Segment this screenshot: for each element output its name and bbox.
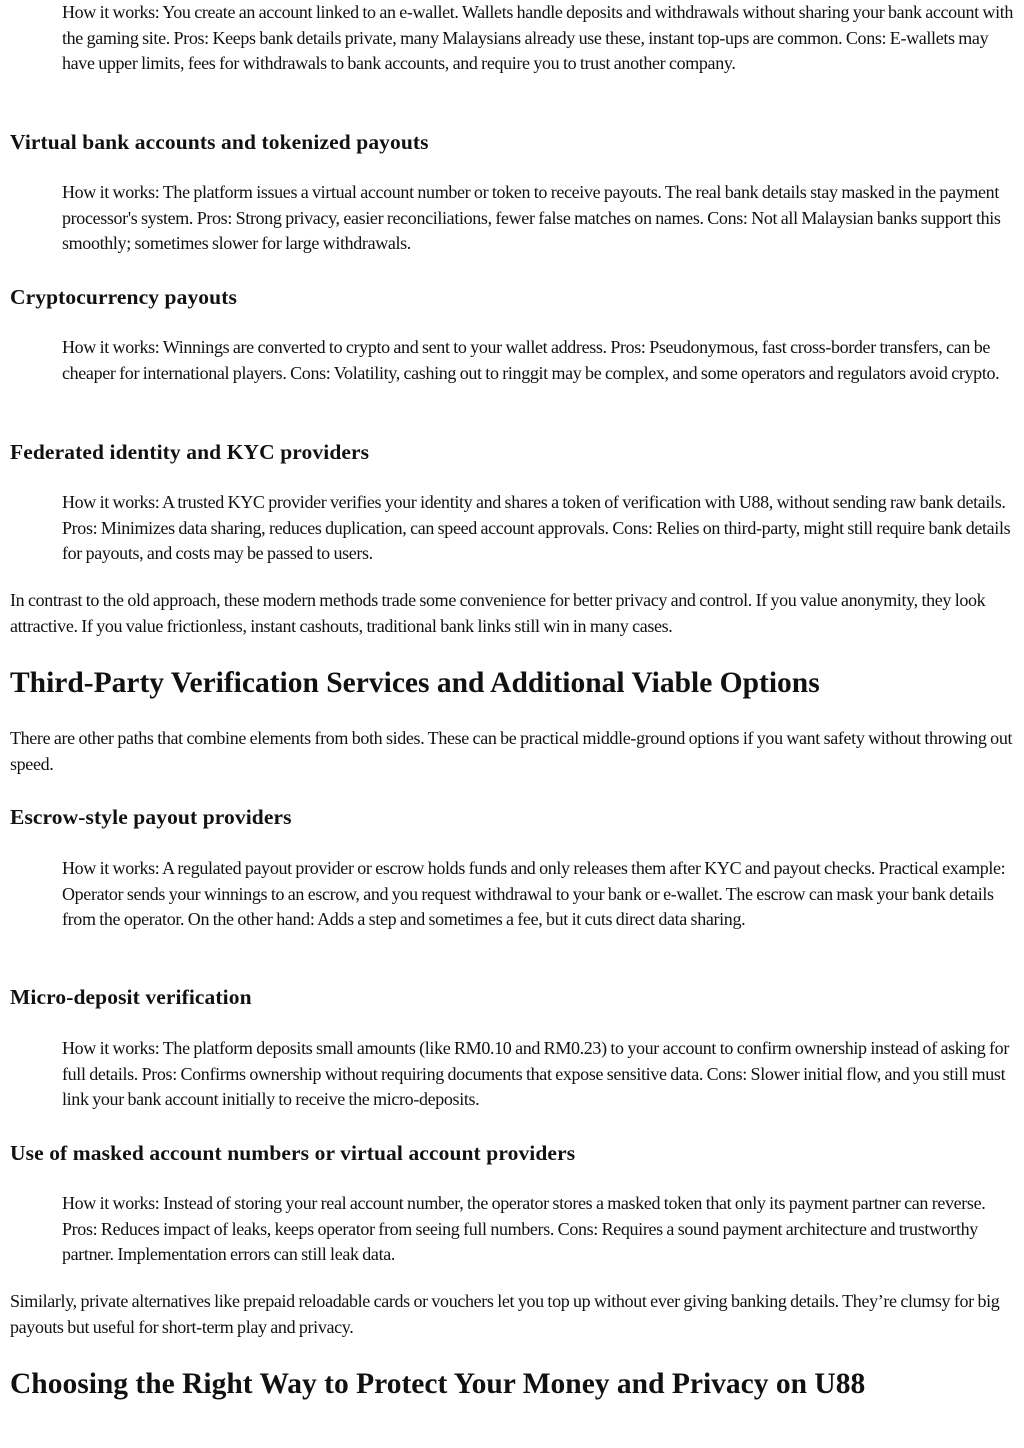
heading-federated-identity: Federated identity and KYC providers bbox=[10, 440, 370, 464]
heading-masked-accounts: Use of masked account numbers or virtual account providers bbox=[10, 1141, 576, 1165]
heading-micro-deposit: Micro-deposit verification bbox=[10, 985, 252, 1009]
escrow-description: How it works: A regulated payout provider or escrow holds funds and only releases them after KYC and payout checks. Practical example: Operator sends your winnings to an escrow, and you request withdrawal to your bank or e-wallet. The escrow can mask your bank details from the operator. On the other hand: Adds a step and sometimes a fee, but it cuts direct data sharing. bbox=[62, 858, 1006, 930]
heading-third-party-verification: Third-Party Verification Services and Additional Viable Options bbox=[10, 667, 820, 699]
prepaid-alternatives-paragraph: Similarly, private alternatives like prepaid reloadable cards or vouchers let you top up without ever giving banking details. They’re clumsy for big payouts but useful for short-term play and privacy. bbox=[10, 1291, 1000, 1337]
federated-description: How it works: A trusted KYC provider verifies your identity and shares a token of verification with U88, without sending raw bank details. Pros: Minimizes data sharing, reduces duplication, can speed account approvals. Cons: Relies on third-party, might still require bank details for payouts, and costs may be passed to users. bbox=[62, 492, 1011, 564]
heading-choosing-right-way: Choosing the Right Way to Protect Your Money and Privacy on U88 bbox=[10, 1368, 866, 1400]
heading-cryptocurrency-payouts: Cryptocurrency payouts bbox=[10, 285, 237, 309]
virtual-accounts-description: How it works: The platform issues a virtual account number or token to receive payouts. The real bank details stay masked in the payment processor's system. Pros: Strong privacy, easier reconciliations, fewer false matches on names. Cons: Not all Malaysian banks support this smoothly; sometimes slower for large withdrawals. bbox=[62, 182, 1001, 254]
micro-deposit-description: How it works: The platform deposits small amounts (like RM0.10 and RM0.23) to your account to confirm ownership instead of asking for full details. Pros: Confirms ownership without requiring documents that expose sensitive data. Cons: Slower initial flow, and you still must link your bank account initially to receive the micro-deposits. bbox=[62, 1038, 1009, 1110]
contrast-paragraph: In contrast to the old approach, these modern methods trade some convenience for better privacy and control. If you value anonymity, they look attractive. If you value frictionless, instant cashouts, traditional bank links still win in many cases. bbox=[10, 590, 986, 636]
ewallet-description: How it works: You create an account linked to an e-wallet. Wallets handle deposits and withdrawals without sharing your bank account with the gaming site. Pros: Keeps bank details private, many Malaysians already use these, instant top-ups are common. Cons: E-wallets may have upper limits, fees for withdrawals to bank accounts, and require you to trust another company. bbox=[62, 2, 1014, 74]
crypto-description: How it works: Winnings are converted to crypto and sent to your wallet address. Pros: Pseudonymous, fast cross-border transfers, can be cheaper for international players. Cons: Volatility, cashing out to ringgit may be complex, and some operators and regulators avoid crypto. bbox=[62, 337, 1000, 383]
masked-accounts-description: How it works: Instead of storing your real account number, the operator stores a masked token that only its payment partner can reverse. Pros: Reduces impact of leaks, keeps operator from seeing full numbers. Cons: Requires a sound payment architecture and trustworthy partner. Implementation errors can still leak data. bbox=[62, 1193, 986, 1265]
middle-ground-paragraph: There are other paths that combine elements from both sides. These can be practical middle-ground options if you want safety without throwing out speed. bbox=[10, 728, 1013, 774]
heading-escrow-payout: Escrow-style payout providers bbox=[10, 805, 292, 829]
heading-virtual-bank-accounts: Virtual bank accounts and tokenized payouts bbox=[10, 130, 429, 154]
